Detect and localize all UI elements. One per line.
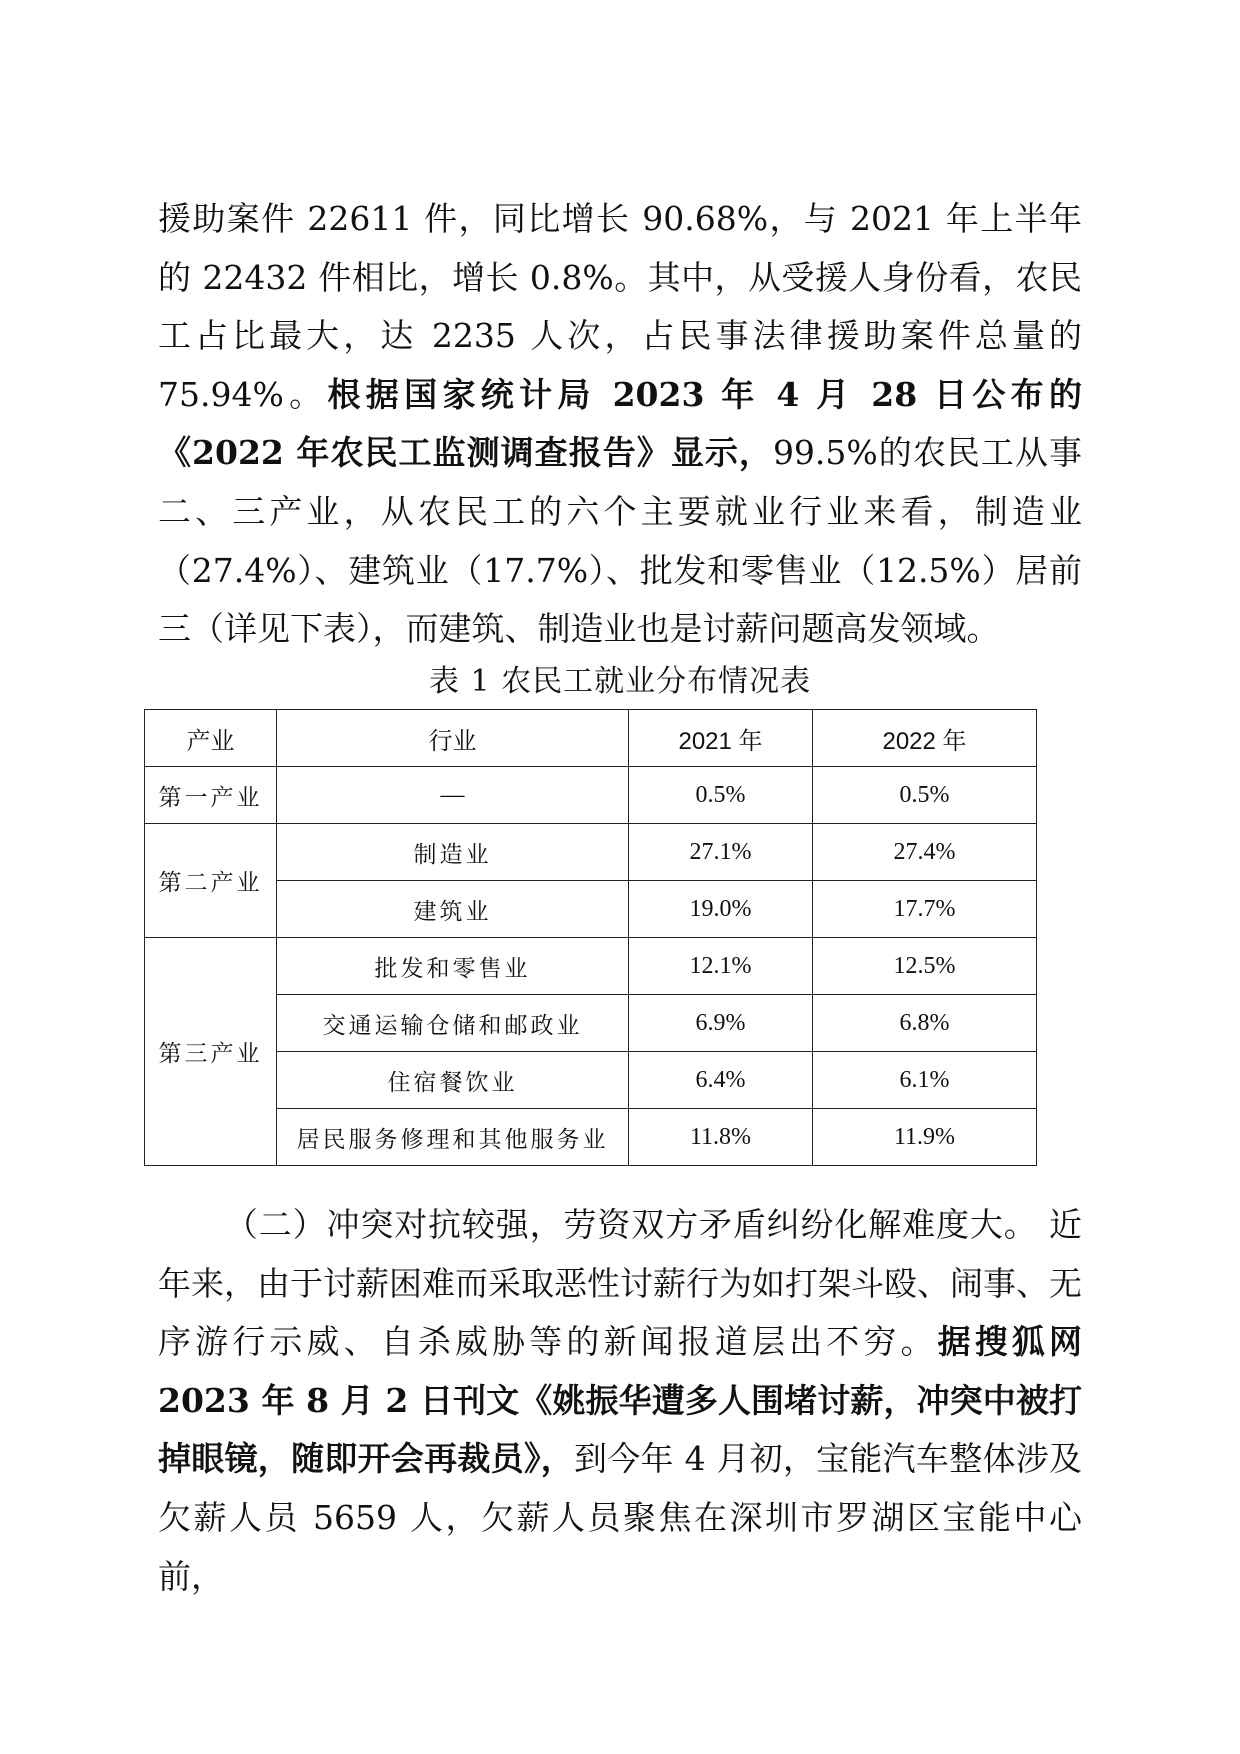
paragraph-1-bold-citation: 根据国家统计局 2023 年 4 月 28 日公布的《2022 年农民工监测调查报告》显示， (158, 374, 1082, 473)
sector-tertiary: 第三产业 (145, 938, 277, 1166)
paragraph-2-text-cont: 到今年 4 月初，宝能汽车整体涉及欠薪人员 5659 人，欠薪人员聚焦在深圳市罗湖区宝能中心前， (158, 1439, 1083, 1596)
value-2021: 0.5% (629, 767, 813, 824)
industry-cell: 交通运输仓储和邮政业 (277, 995, 629, 1052)
header-2022: 2022 年 (813, 710, 1037, 767)
value-2022: 0.5% (813, 767, 1037, 824)
industry-cell: 住宿餐饮业 (277, 1052, 629, 1109)
paragraph-2-text: （二）冲突对抗较强，劳资双方矛盾纠纷化解难度大。 近年来，由于讨薪困难而采取恶性讨薪行为如打架斗殴、闹事、无序游行示威、自杀威胁等的新闻报道层出不穷。 (158, 1205, 1082, 1362)
table-header-row (145, 710, 1037, 767)
sector-primary: 第一产业 (145, 767, 277, 824)
industry-cell: 建筑业 (277, 881, 629, 938)
value-2022: 6.8% (813, 995, 1037, 1052)
table-row (145, 995, 1037, 1052)
sector-secondary: 第二产业 (145, 824, 277, 938)
table-row (145, 767, 1037, 824)
value-2021: 19.0% (629, 881, 813, 938)
table-row (145, 938, 1037, 995)
body-paragraph-1 (158, 190, 1082, 659)
header-industry: 行业 (277, 710, 629, 767)
table-row (145, 824, 1037, 881)
industry-cell: 制造业 (277, 824, 629, 881)
industry-cell: 居民服务修理和其他服务业 (277, 1109, 629, 1166)
value-2022: 27.4% (813, 824, 1037, 881)
paragraph-1-text-cont: 99.5%的农民工从事二、三产业，从农民工的六个主要就业行业来看，制造业（27.4%）、建筑业（17.7%）、批发和零售业（12.5%）居前三（详见下表），而建筑、制造业也是讨薪问题高发领域。 (158, 433, 1082, 649)
value-2021: 12.1% (629, 938, 813, 995)
value-2022: 6.1% (813, 1052, 1037, 1109)
header-2021: 2021 年 (629, 710, 813, 767)
value-2022: 11.9% (813, 1109, 1037, 1166)
value-2022: 17.7% (813, 881, 1037, 938)
header-sector: 产业 (145, 710, 277, 767)
table-row (145, 1052, 1037, 1109)
industry-cell: 批发和零售业 (277, 938, 629, 995)
value-2021: 27.1% (629, 824, 813, 881)
table-row (145, 1109, 1037, 1166)
value-2022: 12.5% (813, 938, 1037, 995)
value-2021: 6.9% (629, 995, 813, 1052)
industry-cell: — (277, 767, 629, 824)
body-paragraph-2 (158, 1196, 1082, 1606)
table-caption: 表 1 农民工就业分布情况表 (428, 664, 812, 699)
paragraph-2-bold-citation: 据搜狐网 2023 年 8 月 2 日刊文《姚振华遭多人围堵讨薪，冲突中被打掉眼镜，随即开会再裁员》， (158, 1322, 1082, 1479)
paragraph-1-text: 援助案件 22611 件，同比增长 90.68%，与 2021 年上半年的 22432 件相比，增长 0.8%。其中，从受援人身份看，农民工占比最大，达 2235 人次，占民事法律援助案件总量的 75.94%。 (158, 199, 1082, 414)
employment-table (144, 709, 1037, 1166)
value-2021: 11.8% (629, 1109, 813, 1166)
table-row (145, 881, 1037, 938)
value-2021: 6.4% (629, 1052, 813, 1109)
